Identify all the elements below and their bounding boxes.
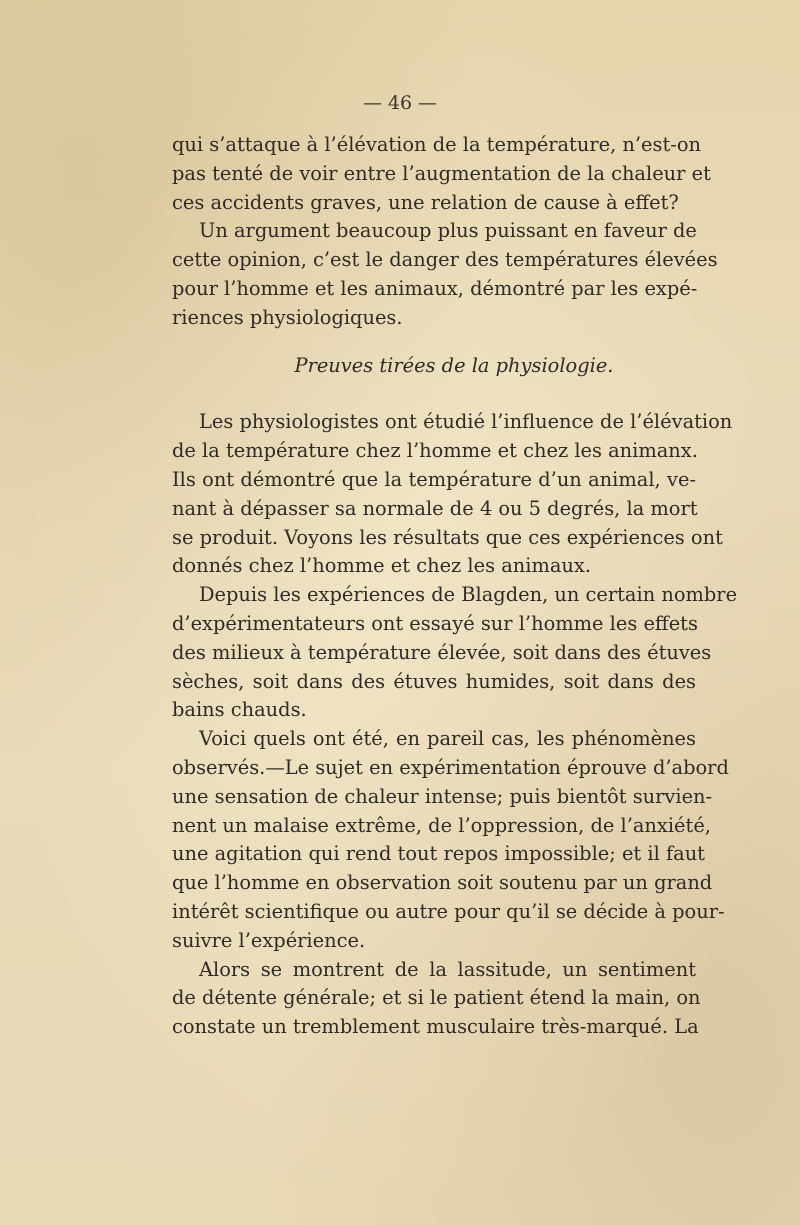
text-line: pas tenté de voir entre l’augmentation de la chaleur et — [172, 161, 711, 185]
text-line: de détente générale; et si le patient étend la main, on — [172, 986, 701, 1010]
text-line: nant à dépasser sa normale de 4 ou 5 degrés, la mort — [172, 496, 698, 520]
text-line: sèches, soit dans des étuves humides, soit dans des — [172, 669, 696, 693]
text-line: observés.—Le sujet en expérimentation éprouve d’abord — [172, 755, 729, 779]
text-line: se produit. Voyons les résultats que ces expériences ont — [172, 525, 723, 549]
body-text — [172, 131, 738, 1042]
text-line: Ils ont démontré que la température d’un animal, ve- — [172, 467, 696, 491]
text-line: cette opinion, c’est le danger des températures élevées — [172, 248, 718, 272]
text-line: intérêt scientifique ou autre pour qu’il se décide à pour- — [172, 899, 725, 923]
text-line: suivre l’expérience. — [172, 928, 366, 952]
text-line: qui s’attaque à l’élévation de la température, n’est-on — [172, 133, 701, 156]
text-line: riences physiologiques. — [172, 305, 403, 329]
text-line: constate un tremblement musculaire très-marqué. La — [172, 1015, 699, 1039]
text-line: une sensation de chaleur intense; puis bientôt survien- — [172, 784, 713, 808]
text-line: bains chauds. — [172, 698, 307, 722]
text-line: de la température chez l’homme et chez les animanx. — [172, 439, 698, 463]
text-line: pour l’homme et les animaux, démontré par les expé- — [172, 276, 698, 300]
text-line: ces accidents graves, une relation de cause à effet? — [172, 190, 679, 214]
text-line: Alors se montrent de la lassitude, un sentiment — [199, 957, 696, 981]
text-line: Un argument beaucoup plus puissant en faveur de — [199, 219, 697, 243]
text-line: Les physiologistes ont étudié l’influence de l’élévation — [199, 410, 733, 434]
page-number: — 46 — — [362, 92, 438, 114]
text-line: d’expérimentateurs ont essayé sur l’homme les effets — [172, 611, 698, 635]
text-line: que l’homme en observation soit soutenu par un grand — [172, 871, 713, 895]
text-line: nent un malaise extrême, de l’oppression, de l’anxiété, — [172, 813, 711, 837]
text-line: des milieux à température élevée, soit dans des étuves — [172, 640, 712, 664]
text-line: une agitation qui rend tout repos impossible; et il faut — [172, 842, 705, 866]
text-line: donnés chez l’homme et chez les animaux. — [172, 554, 592, 578]
text-line: Voici quels ont été, en pareil cas, les phénomènes — [199, 727, 696, 751]
section-heading: Preuves tirées de la physiologie. — [294, 353, 614, 377]
text-line: Depuis les expériences de Blagden, un certain nombre — [199, 583, 738, 607]
